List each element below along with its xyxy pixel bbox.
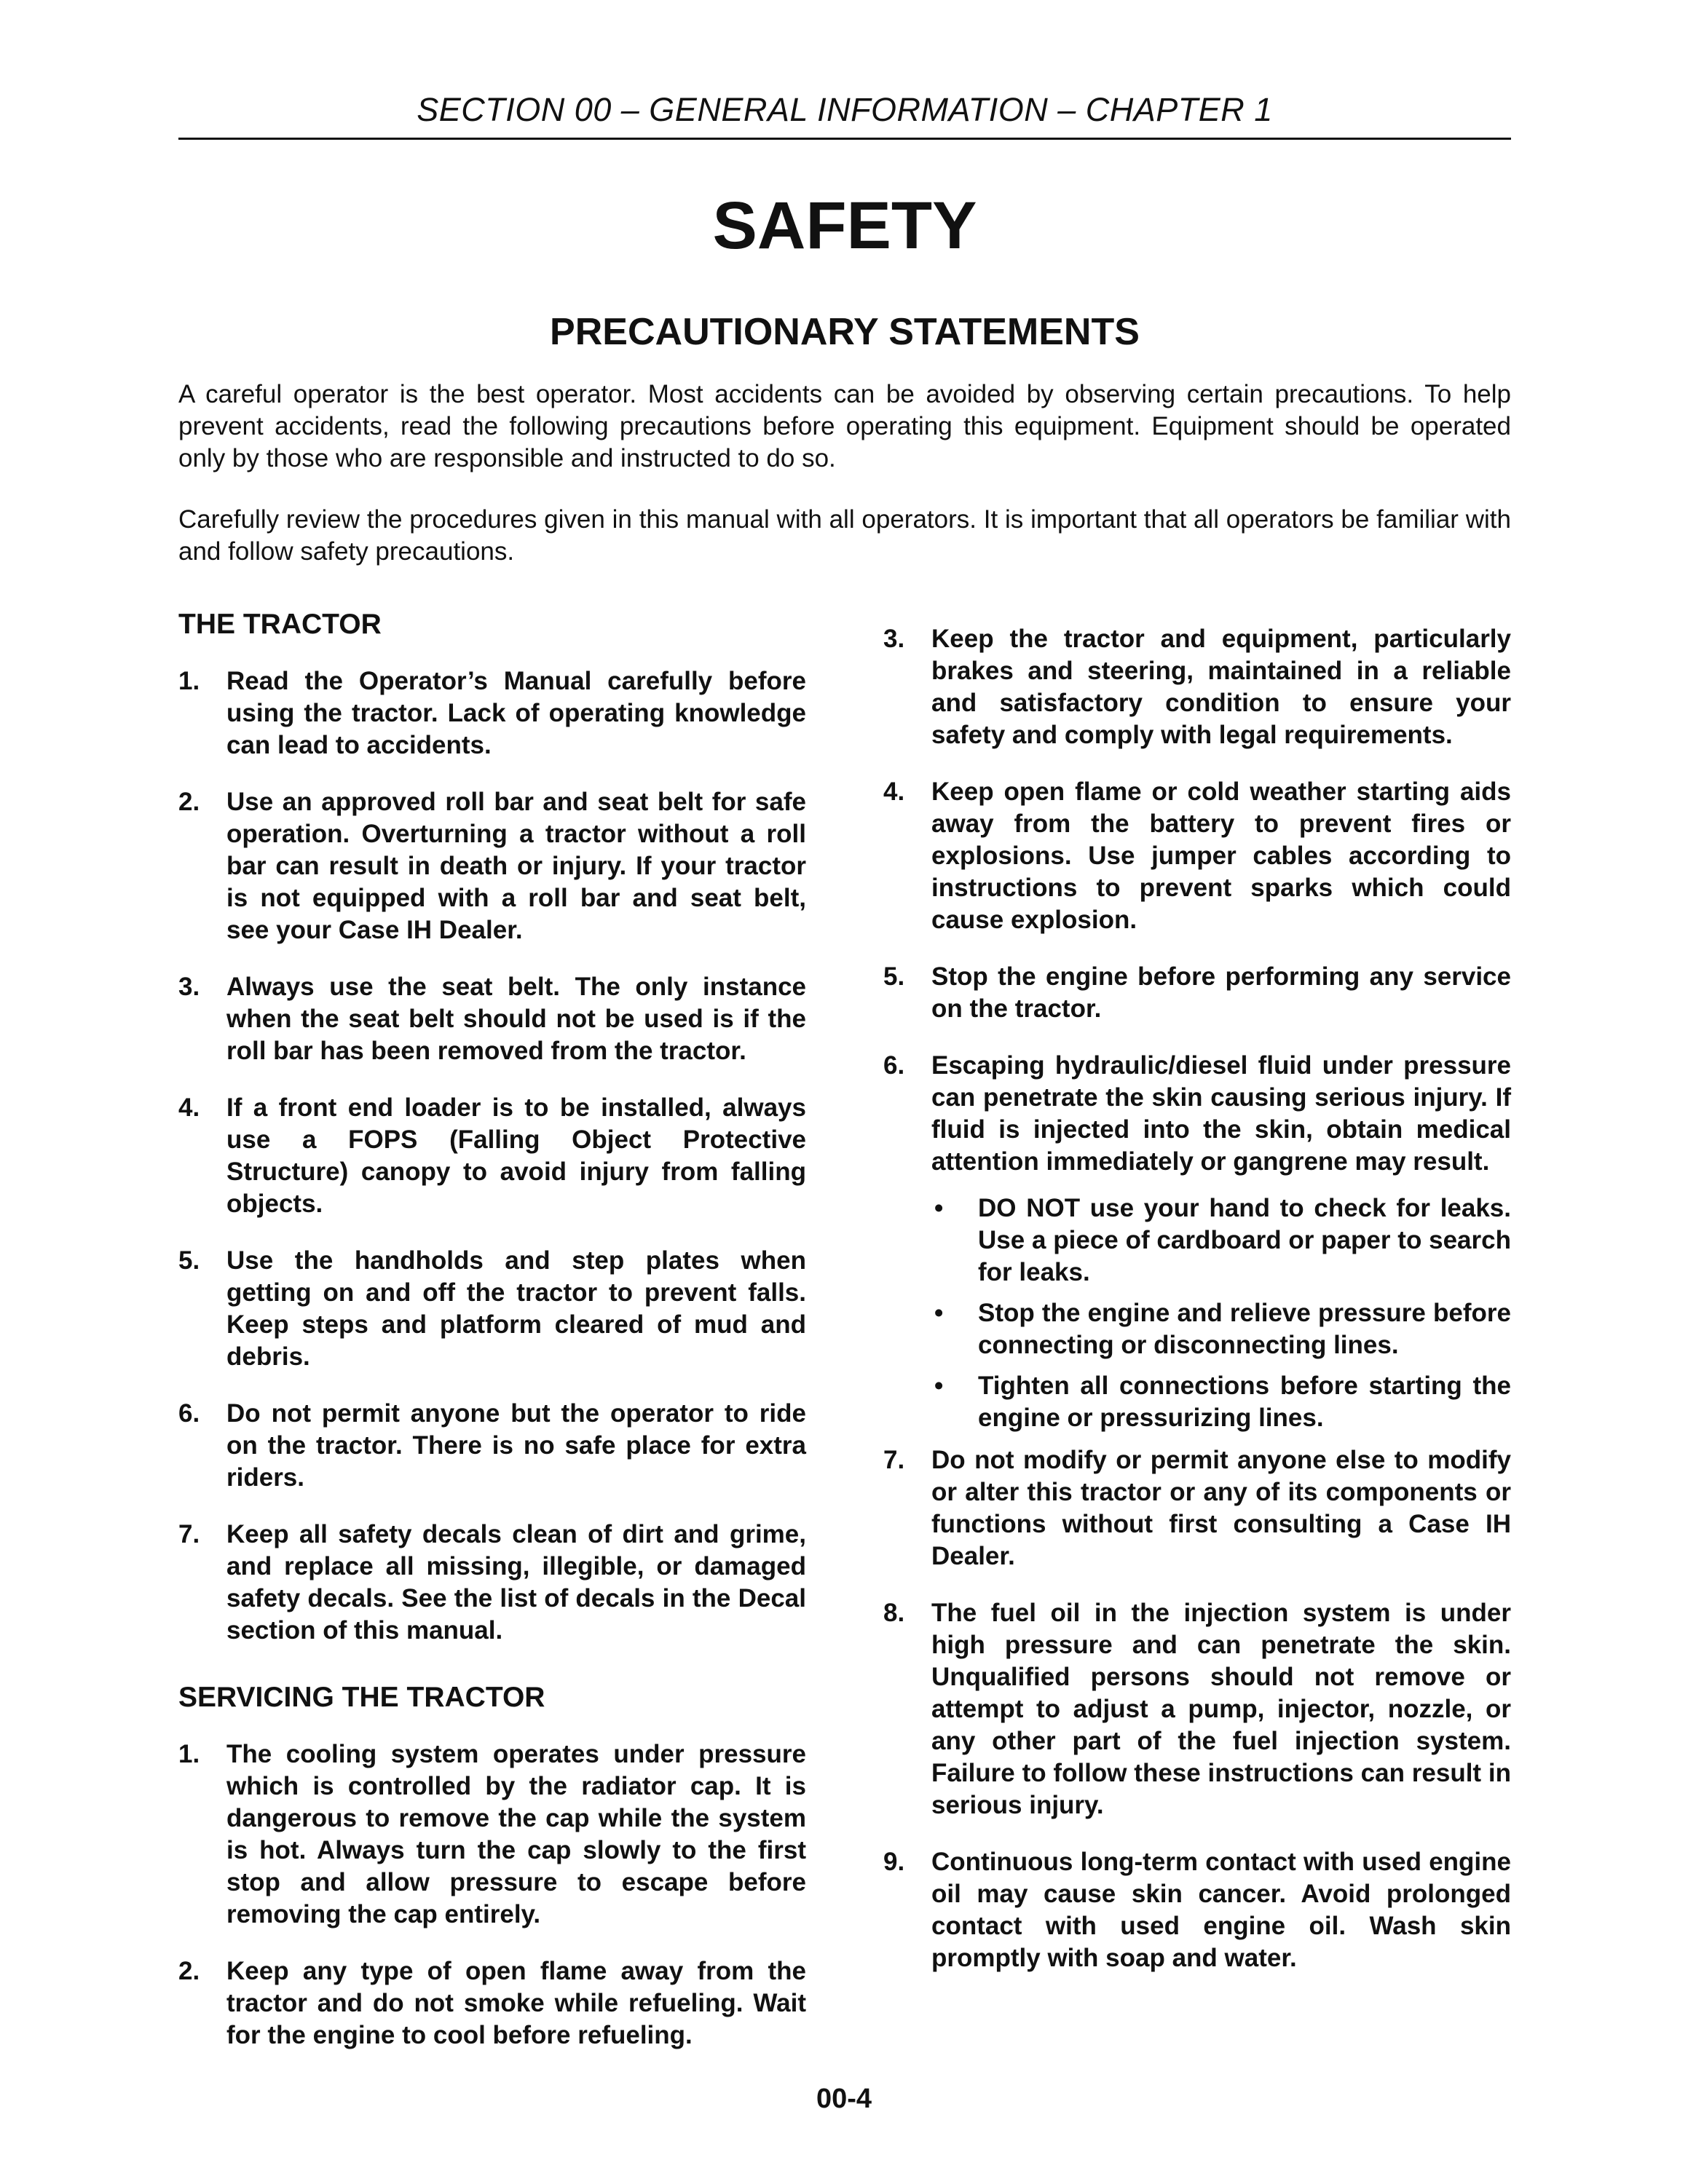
item-text: Always use the seat belt. The only instance when the seat belt should not be used is if the roll bar has been removed from the tractor.: [226, 973, 806, 1065]
item-number: 8.: [883, 1599, 905, 1627]
section-heading-tractor: THE TRACTOR: [178, 609, 382, 640]
list-item: [178, 1245, 806, 1373]
list-item: [178, 971, 806, 1067]
item-number: 9.: [883, 1848, 905, 1876]
bullet-icon: •: [934, 1372, 944, 1400]
item-text: Keep the tractor and equipment, particularly brakes and steering, maintained in a reliable and satisfactory condition to ensure your safety and comply with legal requirements.: [931, 625, 1511, 749]
item-text: Read the Operator’s Manual carefully before using the tractor. Lack of operating knowledge can lead to accidents.: [226, 667, 806, 759]
item-number: 2.: [178, 788, 200, 816]
list-item: [883, 961, 1511, 1025]
section-header: SECTION 00 – GENERAL INFORMATION – CHAPTER 1: [178, 91, 1511, 140]
bullet-icon: •: [934, 1194, 944, 1222]
item-text: Keep open flame or cold weather starting aids away from the battery to prevent fires or explosions. Use jumper cables according to instructions to prevent sparks which could cause explosion.: [931, 778, 1511, 934]
list-item: [178, 1738, 806, 1931]
right-column: [883, 598, 1511, 2052]
two-column-body: [178, 568, 1511, 2052]
servicing-list-left: [178, 1738, 806, 2052]
bullet-item: [931, 1192, 1511, 1289]
leak-bullet-list: [931, 1192, 1511, 1434]
list-item: [883, 1597, 1511, 1821]
list-item: [178, 786, 806, 946]
item-text: Continuous long-term contact with used engine oil may cause skin cancer. Avoid prolonged contact with used engine oil. Wash skin promptly with soap and water.: [931, 1848, 1511, 1972]
item-text: If a front end loader is to be installed, always use a FOPS (Falling Object Protective Structure) canopy to avoid injury from falling objects.: [226, 1093, 806, 1218]
manual-page: [178, 91, 1511, 2052]
item-number: 6.: [178, 1399, 200, 1428]
servicing-list-right: [883, 623, 1511, 1974]
item-number: 5.: [883, 962, 905, 991]
list-item: [883, 1846, 1511, 1974]
item-text: Escaping hydraulic/diesel fluid under pressure can penetrate the skin causing serious injury. If fluid is injected into the skin, obtain medical attention immediately or gangrene may result.: [931, 1051, 1511, 1176]
list-item: [178, 1398, 806, 1494]
item-text: Stop the engine before performing any service on the tractor.: [931, 962, 1511, 1023]
bullet-text: Tighten all connections before starting the engine or pressurizing lines.: [978, 1372, 1511, 1432]
list-item: [883, 623, 1511, 751]
list-item: [178, 665, 806, 761]
bullet-item: [931, 1297, 1511, 1361]
bullet-text: Stop the engine and relieve pressure before connecting or disconnecting lines.: [978, 1299, 1511, 1359]
item-text: Use the handholds and step plates when getting on and off the tractor to prevent falls. Keep steps and platform cleared of mud and debris.: [226, 1246, 806, 1371]
list-item: [178, 1092, 806, 1220]
item-text: The fuel oil in the injection system is under high pressure and can penetrate the skin. Unqualified persons should not remove or attempt to adjust a pump, injector, nozzle, or any other part of the fuel injection system. Failure to follow these instructions can result in serious injury.: [931, 1599, 1511, 1819]
list-item: [178, 1519, 806, 1647]
section-heading-servicing: SERVICING THE TRACTOR: [178, 1682, 545, 1713]
item-text: Use an approved roll bar and seat belt for safe operation. Overturning a tractor without a roll bar can result in death or injury. If your tractor is not equipped with a roll bar and seat belt, see your Case IH Dealer.: [226, 788, 806, 944]
item-text: Do not modify or permit anyone else to modify or alter this tractor or any of its components or functions without first consulting a Case IH Dealer.: [931, 1446, 1511, 1570]
item-text: Do not permit anyone but the operator to ride on the tractor. There is no safe place for extra riders.: [226, 1399, 806, 1492]
item-number: 1.: [178, 1740, 200, 1768]
item-number: 6.: [883, 1051, 905, 1080]
item-text: Keep all safety decals clean of dirt and grime, and replace all missing, illegible, or damaged safety decals. See the list of decals in the Decal section of this manual.: [226, 1520, 806, 1645]
intro-paragraph-1: A careful operator is the best operator. Most accidents can be avoided by observing certain precautions. To help prevent accidents, read the following precautions before operating this equipment. Equipment should be operated only by those who are responsible and instructed to do so.: [178, 380, 1511, 472]
page-number: 00-4: [816, 2084, 872, 2114]
list-item: [883, 1050, 1511, 1434]
page-subtitle: PRECAUTIONARY STATEMENTS: [550, 311, 1140, 353]
item-text: Keep any type of open flame away from the tractor and do not smoke while refueling. Wait for the engine to cool before refueling.: [226, 1957, 806, 2049]
list-item: [883, 1444, 1511, 1572]
tractor-list: [178, 665, 806, 1647]
item-number: 3.: [883, 625, 905, 653]
list-item: [883, 776, 1511, 936]
item-number: 4.: [883, 778, 905, 806]
left-column: [178, 568, 806, 2052]
bullet-icon: •: [934, 1299, 944, 1327]
item-number: 1.: [178, 667, 200, 695]
item-number: 7.: [178, 1520, 200, 1548]
item-number: 7.: [883, 1446, 905, 1474]
item-number: 4.: [178, 1093, 200, 1122]
bullet-text: DO NOT use your hand to check for leaks. Use a piece of cardboard or paper to search for leaks.: [978, 1194, 1511, 1286]
item-text: The cooling system operates under pressure which is controlled by the radiator cap. It is dangerous to remove the cap while the system is hot. Always turn the cap slowly to the first stop and allow pressure to escape before removing the cap entirely.: [226, 1740, 806, 1928]
item-number: 5.: [178, 1246, 200, 1275]
list-item: [178, 1955, 806, 2052]
bullet-item: [931, 1370, 1511, 1434]
item-number: 2.: [178, 1957, 200, 1985]
item-number: 3.: [178, 973, 200, 1001]
page-title: SAFETY: [712, 189, 977, 263]
intro-paragraph-2: Carefully review the procedures given in this manual with all operators. It is important that all operators be familiar with and follow safety precautions.: [178, 505, 1511, 566]
